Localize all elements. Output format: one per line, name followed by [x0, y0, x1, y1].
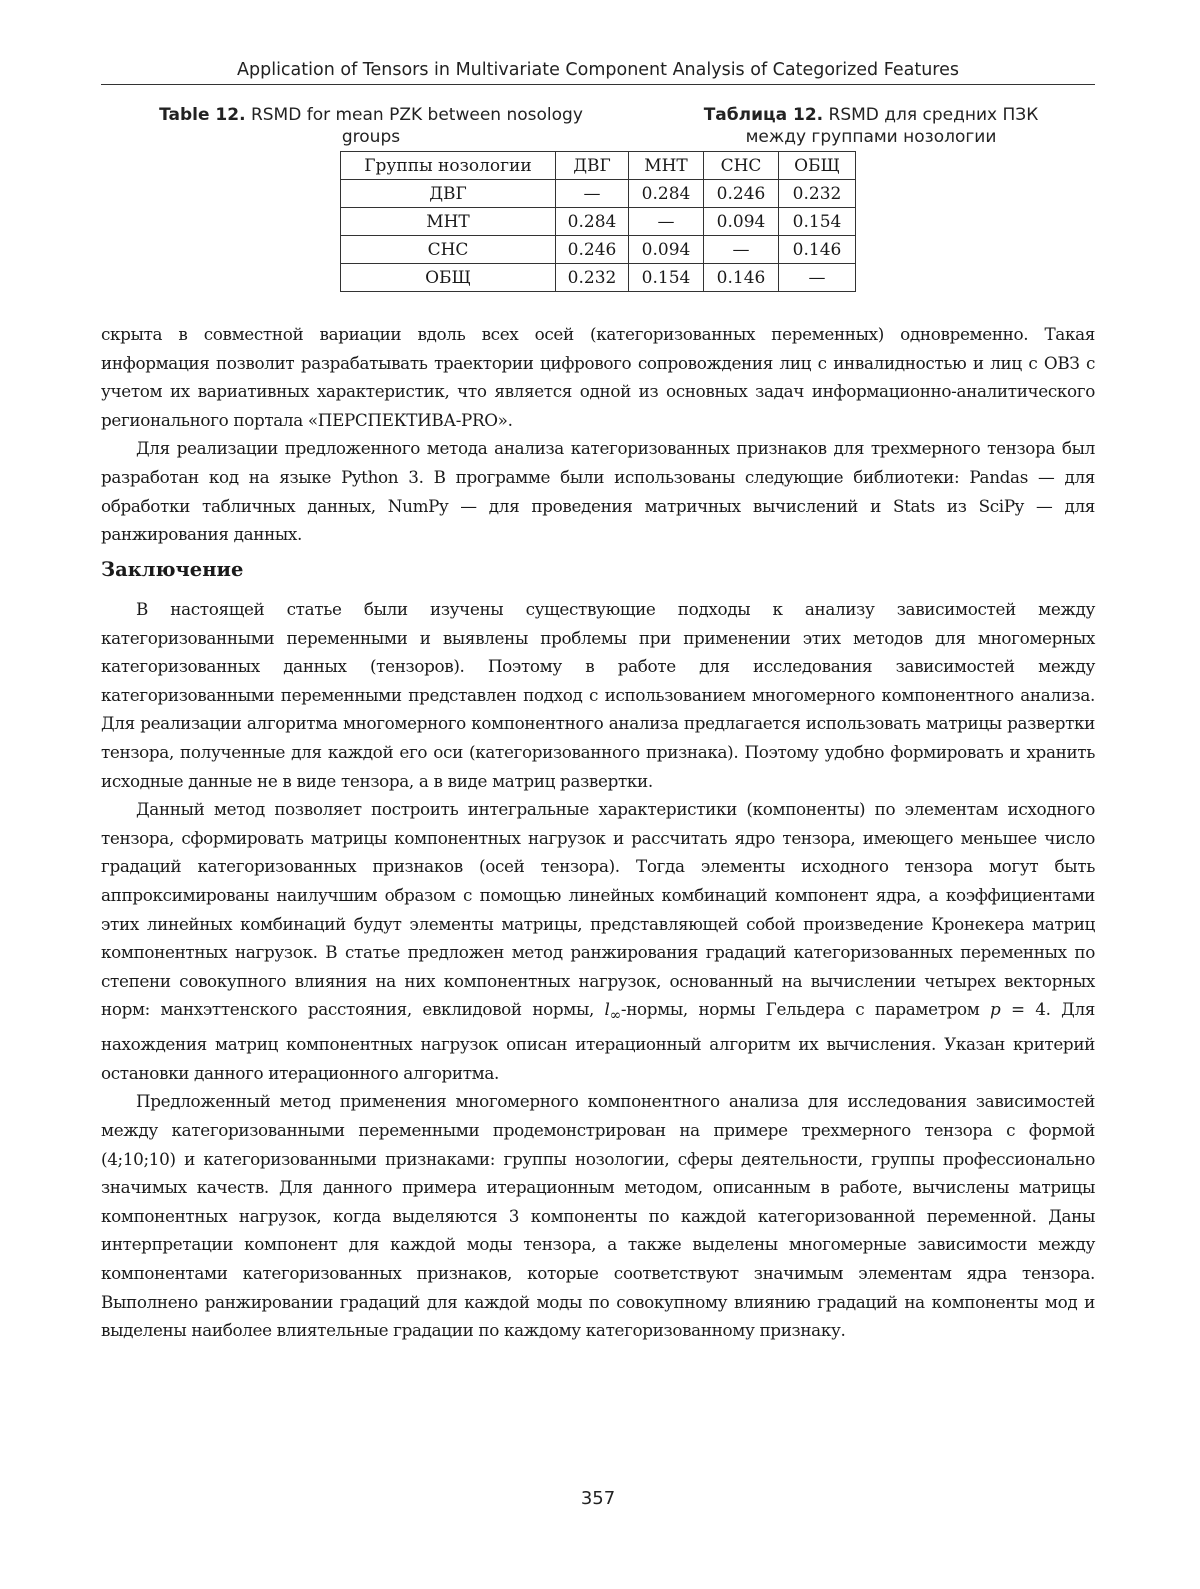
paragraph: Для реализации предложенного метода анализа категоризованных признаков для трехмерного тензора был разработан код на языке Python 3. В программе были использованы следующие библиотеки: Pandas — для обработки табличных данных, NumPy — для проведения матричных вычислений и Stats из SciPy — для ранжирования данных.	[101, 438, 1095, 545]
norm-symbol: l	[604, 999, 610, 1020]
table-cell: 0.232	[556, 264, 629, 292]
table-caption-russian	[686, 104, 1056, 148]
table-cell: СНС	[341, 236, 556, 264]
table-cell: 0.094	[629, 236, 704, 264]
parameter-symbol: p	[990, 999, 1001, 1020]
table-cell: —	[629, 208, 704, 236]
table-cell: 0.284	[629, 180, 704, 208]
table-header-cell: Группы нозологии	[341, 152, 556, 180]
table-header-row	[341, 152, 856, 180]
section-title-conclusion: Заключение	[101, 558, 244, 581]
table-cell: 0.094	[704, 208, 779, 236]
table-cell: 0.146	[779, 236, 856, 264]
paragraph: скрыта в совместной вариации вдоль всех осей (категоризованных переменных) одновременно. Такая информация позволит разрабатывать траектории цифрового сопровождения лиц с инвалидностью и лиц с ОВЗ с учетом их вариативных характеристик, что является одной из основных задач информационно-аналитического регионального портала «ПЕРСПЕКТИВА-PRO».	[101, 324, 1095, 430]
paragraph-segment: Для нахождения матриц компонентных нагрузок описан итерационный алгоритм их вычисления. Указан критерий остановки данного итерационного алгоритма.	[101, 999, 1095, 1083]
paragraph-segment: Данный метод позволяет построить интегральные характеристики (компоненты) по элементам исходного тензора, сформировать матрицы компонентных нагрузок и рассчитать ядро тензора, имеющего меньшее число градаций категоризованных признаков (осей тензора). Тогда элементы исходного тензора могут быть аппроксимированы наилучшим образом с помощью линейных комбинаций компонент ядра, а коэффициентами этих линейных комбинаций будут элементы матрицы, представляющей собой произведение Кронекера матриц компонентных нагрузок. В статье предложен метод ранжирования градаций категоризованных переменных по степени совокупного влияния на них компонентных нагрузок, основанный на вычислении четырех векторных норм: манхэттенского расстояния, евклидовой нормы,	[101, 799, 1095, 1020]
paragraph: Предложенный метод применения многомерного компонентного анализа для исследования зависимостей между категоризованными переменными продемонстрирован на примере трехмерного тензора с формой (4;10;10) и категоризованными признаками: группы нозологии, сферы деятельности, группы профессионально значимых качеств. Для данного примера итерационным методом, описанным в работе, вычислены матрицы компонентных нагрузок, когда выделяются 3 компоненты по каждой категоризованной переменной. Даны интерпретации компонент для каждой моды тензора, а также выделены многомерные зависимости между компонентами категоризованных признаков, которые соответствуют значимым элементам ядра тензора. Выполнено ранжировании градаций для каждой моды по совокупному влиянию градаций на компоненты мод и выделены наиболее влиятельные градации по каждому категоризованному признаку.	[101, 1091, 1095, 1341]
page-number: 357	[580, 1488, 616, 1509]
running-title: Application of Tensors in Multivariate Component Analysis of Categorized Features	[237, 60, 959, 80]
table-cell: —	[779, 264, 856, 292]
table-caption-russian-text: RSMD для средних ПЗК между группами нозологии	[745, 105, 1039, 147]
table-cell: 0.232	[779, 180, 856, 208]
table-header-cell: ДВГ	[556, 152, 629, 180]
table-cell: 0.154	[779, 208, 856, 236]
table-caption-english-text: RSMD for mean PZK between nosology groups	[245, 105, 583, 147]
paragraph-segment: -нормы, нормы Гельдера с параметром	[620, 999, 991, 1020]
table-caption-english	[141, 104, 601, 148]
table-row	[341, 236, 856, 264]
table-header-cell: ОБЩ	[779, 152, 856, 180]
table-caption-english-label: Table 12.	[159, 105, 246, 125]
table-header-cell: МНТ	[629, 152, 704, 180]
table-cell: ОБЩ	[341, 264, 556, 292]
paragraph	[101, 795, 1095, 1087]
body-text-top	[101, 320, 1095, 549]
table-caption-russian-label: Таблица 12.	[703, 105, 824, 125]
table-cell: 0.154	[629, 264, 704, 292]
page	[101, 0, 1095, 1589]
table-header-cell: СНС	[704, 152, 779, 180]
table-cell: 0.246	[556, 236, 629, 264]
table-cell: МНТ	[341, 208, 556, 236]
paragraph: В настоящей статье были изучены существующие подходы к анализу зависимостей между категоризованными переменными и выявлены проблемы при применении этих методов для многомерных категоризованных данных (тензоров). Поэтому в работе для исследования зависимостей между категоризованными переменными представлен подход с использованием многомерного компонентного анализа. Для реализации алгоритма многомерного компонентного анализа предлагается использовать матрицы развертки тензора, полученные для каждой его оси (категоризованного признака). Поэтому удобно формировать и хранить исходные данные не в виде тензора, а в виде матриц развертки.	[101, 599, 1095, 791]
table-cell: —	[704, 236, 779, 264]
table-cell: 0.284	[556, 208, 629, 236]
table-row	[341, 180, 856, 208]
body-text-conclusion	[101, 595, 1095, 1345]
paragraph-segment: = 4.	[1000, 999, 1051, 1020]
header-rule	[101, 84, 1095, 85]
rsmd-table	[340, 151, 856, 292]
norm-subscript: ∞	[609, 1007, 621, 1024]
table-row	[341, 264, 856, 292]
table-cell: 0.146	[704, 264, 779, 292]
table-cell: —	[556, 180, 629, 208]
table-row	[341, 208, 856, 236]
table-cell: 0.246	[704, 180, 779, 208]
table-cell: ДВГ	[341, 180, 556, 208]
